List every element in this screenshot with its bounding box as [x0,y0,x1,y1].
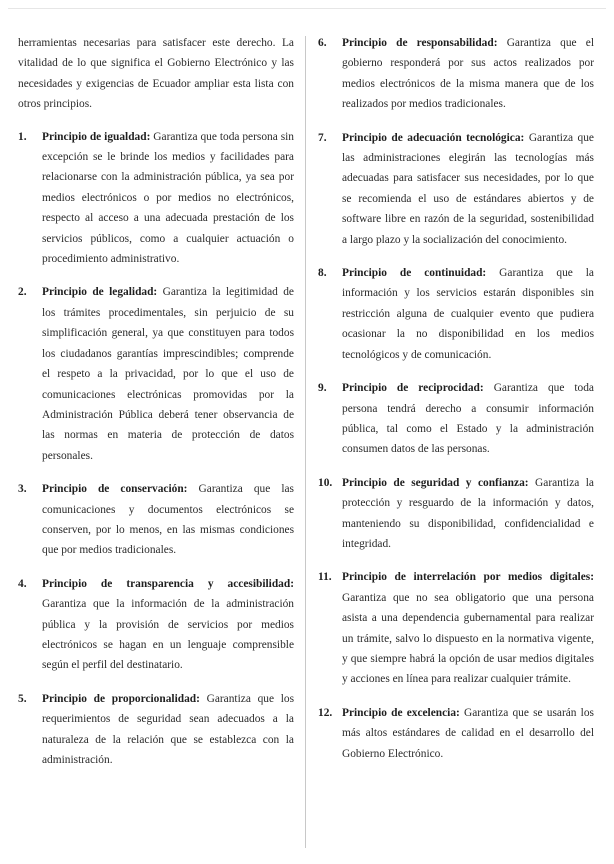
principle-item [18,689,294,771]
principle-number: 2. [18,286,27,299]
principle-item [318,128,594,250]
principles-list-right [318,33,594,764]
principle-title: Principio de legalidad: [42,286,158,299]
principle-text: Garantiza que toda persona sin excepción se le brinde los medios y facilidades para relacionarse con la administración pública, ya sea por medios electrónicos o por medios no electrónicos, respecto al acceso a una adecuada prestación de los servicios públicos, como a cualquier actuación o procedimiento administrativo. [42,130,294,266]
principle-text: Garantiza que las comunicaciones y documentos electrónicos se conserven, por lo menos, en las mismas condiciones que por medios tradicionales. [42,483,294,557]
principle-number: 12. [318,706,333,719]
principle-item [318,378,594,460]
principle-title: Principio de adecuación tecnológica: [342,131,525,144]
principle-number: 8. [318,267,327,280]
intro-paragraph: herramientas necesarias para satisfacer este derecho. La vitalidad de lo que significa el Gobierno Electrónico y las necesidades y exigencias de Ecuador ampliar esta lista con otros principios. [18,37,294,111]
principle-title: Principio de responsabilidad: [342,37,498,49]
principle-text: Garantiza que la información de la administración pública y la provisión de servicios por medios electrónicos se hagan en un lenguaje comprensible según el perfil del destinatario. [42,598,294,672]
principle-text: Garantiza que toda persona tendrá derecho a consumir información pública, tal como el Estado y la administración consumen datos de las personas. [342,382,594,456]
right-column [318,33,594,777]
principles-list-left [18,127,294,771]
principle-item [18,479,294,561]
principle-text: Garantiza que la información y los servicios estarán disponibles sin restricción alguna de cualquier evento que pudiera ocasionar la no disponibilidad en los medios tecnológicos y de comunicación. [342,267,594,361]
principle-text: Garantiza que se usarán los más altos estándares de calidad en el desarrollo del Gobierno Electrónico. [342,706,594,760]
column-divider [305,36,306,848]
principle-number: 11. [318,571,332,584]
principle-number: 7. [318,131,327,144]
principle-item [318,263,594,365]
principle-text: Garantiza que el gobierno responderá por sus actos realizados por medios electrónicos de la misma manera que de los realizados por medios tradicionales. [342,37,594,111]
principle-title: Principio de conservación: [42,483,188,496]
principle-number: 5. [18,692,27,705]
principle-number: 10. [318,476,333,489]
principle-text: Garantiza que no sea obligatorio que una persona asista a una dependencia gubernamental para realizar un trámite, salvo lo dispuesto en la normativa vigente, y que siempre habrá la opción de usar medios digitales y acciones en línea para realizar cualquier trámite. [342,591,594,686]
principle-number: 4. [18,577,27,590]
principle-title: Principio de continuidad: [342,267,487,280]
principle-item [18,282,294,466]
left-column [18,33,294,783]
principle-title: Principio de excelencia: [342,706,460,719]
principle-title: Principio de transparencia y accesibilidad: [42,577,294,590]
principle-title: Principio de proporcionalidad: [42,692,200,705]
top-rule [8,8,606,9]
principle-item [318,567,594,689]
principle-number: 3. [18,483,27,496]
principle-item [18,127,294,270]
principle-title: Principio de igualdad: [42,130,151,143]
principle-text: Garantiza la legitimidad de los trámites procedimentales, sin perjuicio de su simplificación general, ya que constituyen para todos los ciudadanos garantías imprescindibles; comprende el respeto a la privacidad, por lo que el uso de comunicaciones electrónicas promovidas por la Administración Pública deberá tener observancia de las normas en materia de protección de datos personales. [42,286,294,462]
principle-item [318,703,594,764]
principle-title: Principio de reciprocidad: [342,382,484,395]
principle-item [318,473,594,555]
principle-item [18,574,294,676]
principle-title: Principio de seguridad y confianza: [342,476,529,489]
principle-number: 9. [318,382,327,395]
principle-text: Garantiza que las administraciones elegirán las tecnologías más adecuadas para satisfacer sus necesidades, por lo que se recomienda el uso de estándares abiertos y de software libre en razón de la seguridad, sostenibilidad a largo plazo y la socialización del conocimiento. [342,131,594,246]
principle-item [318,33,594,115]
principle-text: Garantiza que los requerimientos de seguridad sean adecuados a la naturaleza de la relación que se establezca con la administración. [42,692,294,766]
principle-number: 1. [18,130,27,143]
principle-text: Garantiza la protección y resguardo de la información y datos, manteniendo su disponibilidad, confidencialidad e integridad. [342,476,594,550]
principle-number: 6. [318,37,327,49]
principle-title: Principio de interrelación por medios digitales: [342,571,594,584]
